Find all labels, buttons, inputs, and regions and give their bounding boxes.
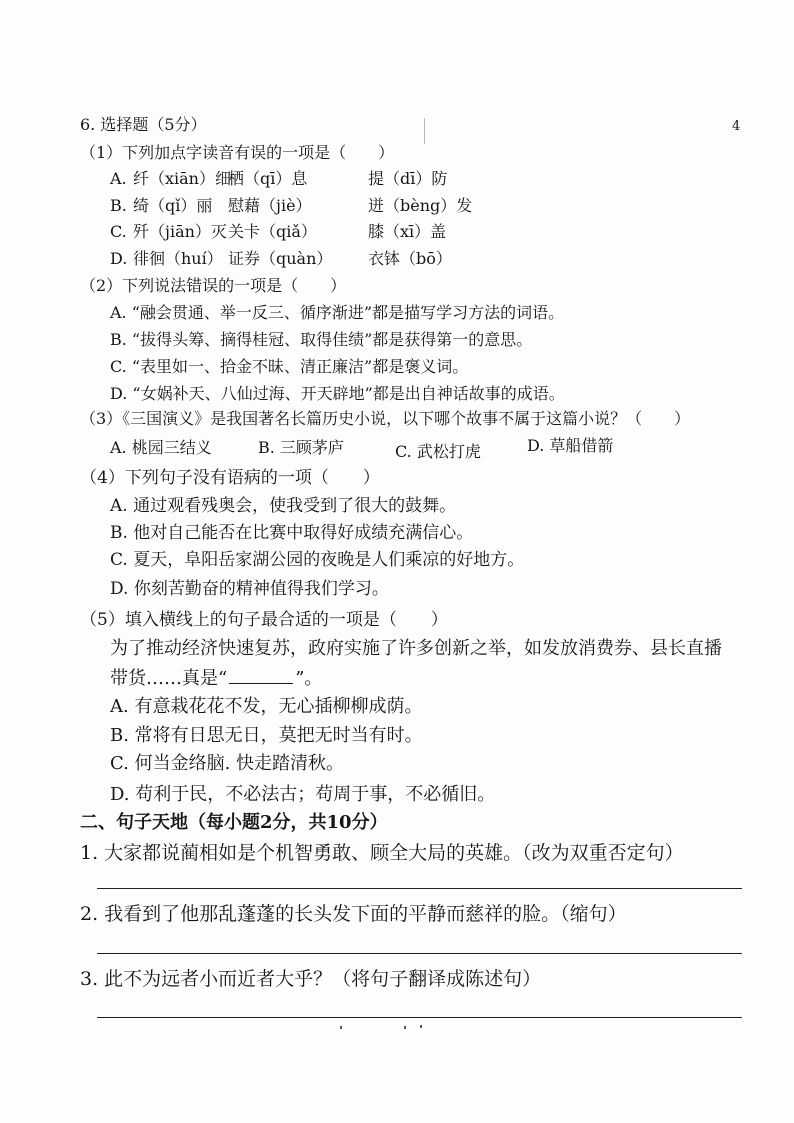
- question-5-passage-line-1: 为了推动经济快速复苏，政府实施了许多创新之举，如发放消费券、县长直播: [110, 638, 722, 659]
- question-4-option-b: B. 他对自己能否在比赛中取得好成绩充满信心。: [110, 523, 474, 543]
- question-5-passage-line-2: [110, 667, 322, 690]
- question-3-stem: （3）《三国演义》是我国著名长篇历史小说，以下哪个故事不属于这篇小说？（ ）: [80, 409, 691, 428]
- option-label: B.: [110, 196, 127, 215]
- question-2-option-d: D. “女娲补天、八仙过海、开天辟地”都是出自神话故事的成语。: [110, 384, 565, 403]
- option-word: 迸（bèng）发: [368, 196, 473, 215]
- answer-line-1: [97, 888, 742, 889]
- option-word: 衣钵（bō）: [368, 249, 452, 268]
- question-5-option-b: B. 常将有日思无日，莫把无时当有时。: [110, 725, 423, 746]
- question-1-option-d: [0, 249, 794, 271]
- sentence-question-1: 1. 大家都说蔺相如是个机智勇敢、顾全大局的英雄。（改为双重否定句）: [80, 842, 684, 864]
- question-1-option-b: [0, 196, 794, 218]
- question-4-stem: （4）下列句子没有语病的一项（ ）: [80, 468, 380, 488]
- option-word: 栖（qī）息: [228, 169, 308, 188]
- option-word: 歼（jiān）灭: [133, 222, 227, 241]
- question-1-stem: （1）下列加点字读音有误的一项是（ ）: [80, 143, 395, 162]
- option-word: 绮（qǐ）丽: [133, 196, 213, 215]
- section-two-title: 二、句子天地（每小题2分，共10分）: [80, 812, 388, 833]
- passage-text-before: 带货……真是“: [110, 668, 228, 689]
- question-2-option-c: C. “表里如一、拾金不昧、清正廉洁”都是褒义词。: [110, 357, 469, 376]
- scan-artifact: [340, 1026, 342, 1029]
- scan-artifact: [420, 1025, 422, 1028]
- option-word: 膝（xī）盖: [368, 222, 447, 241]
- question-3-option-a: A. 桃园三结义: [110, 438, 212, 457]
- option-word: 慰藉（jiè）: [228, 196, 312, 215]
- option-label: D.: [110, 249, 128, 268]
- question-1-option-a: [0, 169, 794, 191]
- question-3-options: [0, 438, 794, 460]
- question-2-option-b: B. “拔得头筹、摘得桂冠、取得佳绩”都是获得第一的意思。: [110, 330, 533, 349]
- question-4-option-c: C. 夏天，阜阳岳家湖公园的夜晚是人们乘凉的好地方。: [110, 550, 525, 570]
- answer-line-3: [97, 1017, 742, 1018]
- fill-in-blank: [229, 667, 293, 684]
- scan-artifact: [404, 1026, 406, 1029]
- option-word: 提（dī）防: [368, 169, 448, 188]
- question-3-option-b: B. 三顾茅庐: [258, 438, 344, 457]
- question-4-option-a: A. 通过观看残奥会，使我受到了很大的鼓舞。: [110, 496, 457, 516]
- page-number: 4: [732, 119, 741, 134]
- option-label: A.: [110, 169, 127, 188]
- scan-artifact: [424, 118, 425, 144]
- option-word: 关卡（qiǎ）: [228, 222, 317, 241]
- section-title: 6. 选择题（5分）: [80, 115, 207, 134]
- question-5-option-a: A. 有意栽花花不发，无心插柳柳成荫。: [110, 696, 423, 717]
- question-4-option-d: D. 你刻苦勤奋的精神值得我们学习。: [110, 579, 389, 599]
- option-word: 纤（xiān）细: [133, 169, 231, 188]
- question-5-stem: （5）填入横线上的句子最合适的一项是（ ）: [80, 610, 448, 630]
- question-5-option-c: C. 何当金络脑. 快走踏清秋。: [110, 753, 345, 774]
- option-word: 徘徊（huí）: [133, 249, 223, 268]
- option-word: 证券（quàn）: [228, 249, 333, 268]
- option-label: C.: [110, 222, 127, 241]
- question-3-option-d: D. 草船借箭: [527, 436, 614, 455]
- question-1-option-c: [0, 222, 794, 244]
- sentence-question-3: 3. 此不为远者小而近者大乎？（将句子翻译成陈述句）: [80, 968, 542, 990]
- passage-text-after: ”。: [295, 668, 323, 689]
- question-3-option-c: C. 武松打虎: [395, 442, 481, 461]
- answer-line-2: [97, 953, 742, 954]
- sentence-question-2: 2. 我看到了他那乱蓬蓬的长头发下面的平静而慈祥的脸。（缩句）: [80, 903, 627, 925]
- question-2-stem: （2）下列说法错误的一项是（ ）: [80, 276, 347, 295]
- question-5-option-d: D. 苟利于民，不必法古；苟周于事，不必循旧。: [110, 784, 496, 805]
- question-2-option-a: A. “融会贯通、举一反三、循序渐进”都是描写学习方法的词语。: [110, 303, 565, 322]
